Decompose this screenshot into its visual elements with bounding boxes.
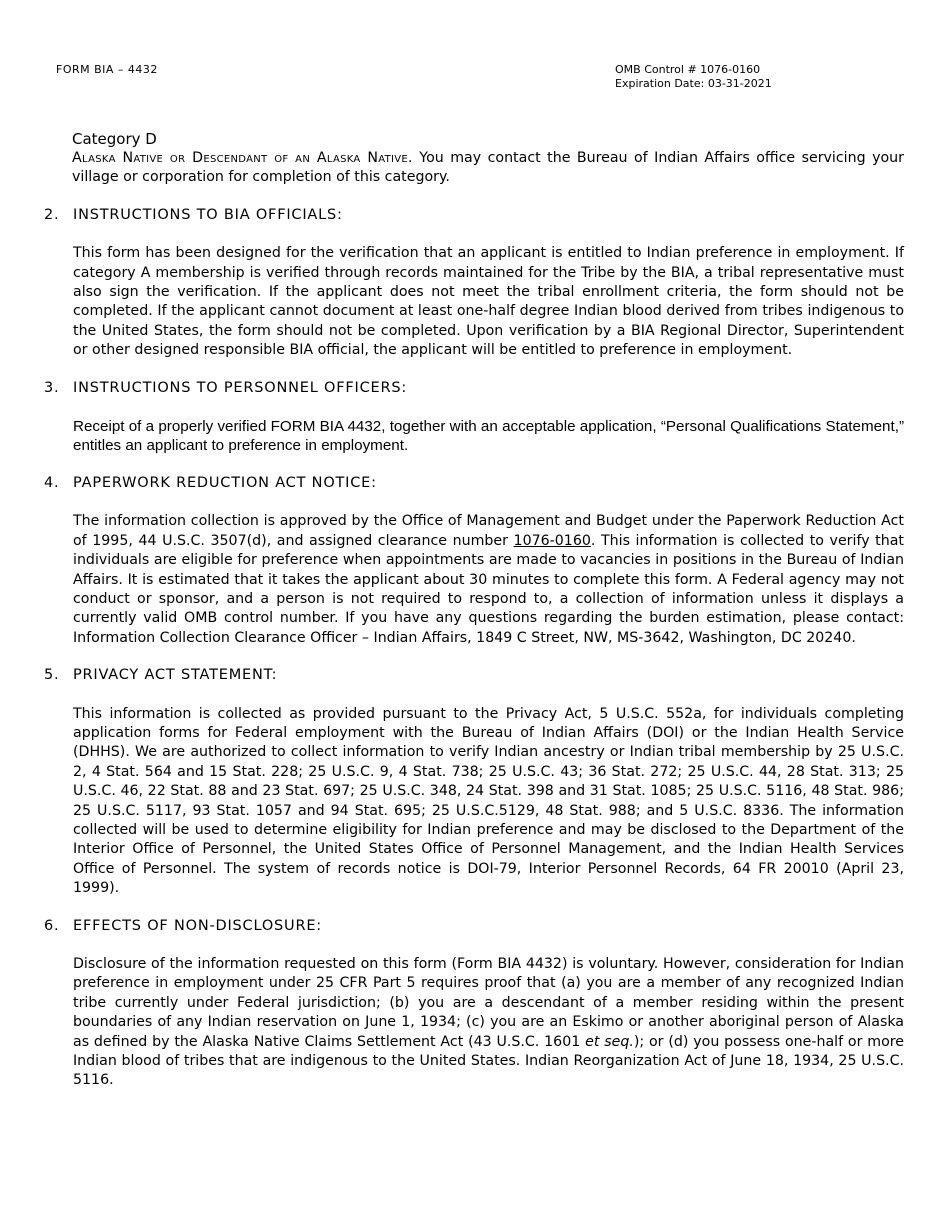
section-paperwork-reduction bbox=[44, 474, 904, 648]
section-text: This information is collected as provided pursuant to the Privacy Act, 5 U.S.C. 552a, for individuals completing application forms for Federal employment with the Bureau of Indian Affairs (DOI) or the Indian Health Service (DHHS). We are authorized to collect information to verify Indian ancestry or Indian tribal membership by 25 U.S.C. 2, 4 Stat. 564 and 15 Stat. 228; 25 U.S.C. 9, 4 Stat. 738; 25 U.S.C. 43; 36 Stat. 272; 25 U.S.C. 44, 28 Stat. 313; 25 U.S.C. 46, 22 Stat. 88 and 23 Stat. 697; 25 U.S.C. 348, 24 Stat. 398 and 31 Stat. 1085; 25 U.S.C. 5116, 48 Stat. 986; 25 U.S.C. 5117, 93 Stat. 1057 and 94 Stat. 695; 25 U.S.C.5129, 48 Stat. 988; and 5 U.S.C. 8336. The information collected will be used to determine eligibility for Indian preference and may be disclosed to the Department of the Interior Office of Personnel, the United States Office of Personnel Management, and the Indian Health Services Office of Personnel. The system of records notice is DOI-79, Interior Personnel Records, 64 FR 20010 (April 23, 1999). bbox=[73, 705, 904, 897]
paperwork-text-start: The information collection is approved by the Office of Management and Budget under the Paperwork Reduction Act of 1995, 44 U.S.C. 3507(d), and assigned clearance number bbox=[73, 513, 904, 549]
clearance-number: 1076-0160 bbox=[513, 532, 591, 549]
section-bia-officials bbox=[44, 206, 904, 361]
category-d-title: Category D bbox=[72, 130, 157, 148]
document-body bbox=[44, 130, 904, 1091]
omb-info bbox=[615, 63, 772, 91]
section-personnel-officers bbox=[44, 379, 904, 456]
section-number: 3. bbox=[44, 379, 60, 396]
expiration-date: Expiration Date: 03-31-2021 bbox=[615, 77, 772, 90]
category-d-text bbox=[72, 149, 904, 188]
category-d-lead: Alaska Native or Descendant of an Alaska Native. bbox=[72, 150, 413, 166]
section-heading bbox=[44, 917, 904, 936]
section-title: EFFECTS OF NON-DISCLOSURE: bbox=[73, 917, 322, 934]
form-id: FORM BIA – 4432 bbox=[56, 63, 158, 76]
non-disclosure-text-start: Disclosure of the information requested on this form (Form BIA 4432) is voluntary. However, consideration for Indian preference in employment under 25 CFR Part 5 requires proof that (a) you are a member of any recognized Indian tribe currently under Federal jurisdiction; (b) you are a descendant of a member residing within the present boundaries of any Indian reservation on June 1, 1934; (c) you are an Eskimo or another aboriginal person of Alaska as defined by the Alaska Native Claims Settlement Act (43 U.S.C. 1601 bbox=[73, 956, 904, 1050]
section-number: 5. bbox=[44, 667, 60, 684]
section-heading bbox=[44, 206, 904, 225]
section-text: Receipt of a properly verified FORM BIA 4432, together with an acceptable application, “Personal Qualifications Statement,” entitles an applicant to preference in employment. bbox=[73, 418, 904, 455]
section-text: This form has been designed for the verification that an applicant is entitled to Indian preference in employment. If category A membership is verified through records maintained for the Tribe by the BIA, a tribal representative must also sign the verification. If the applicant does not meet the tribal enrollment criteria, the form should not be completed. If the applicant cannot document at least one-half degree Indian blood derived from tribes indigenous to the United States, the form should not be completed. Upon verification by a BIA Regional Director, Superintendent or other designed responsible BIA official, the applicant will be entitled to preference in employment. bbox=[73, 245, 904, 359]
category-d-instructions: You may contact the Bureau of Indian Affairs office servicing your village or corporation for completion of this category. bbox=[72, 150, 904, 186]
section-title: INSTRUCTIONS TO PERSONNEL OFFICERS: bbox=[73, 379, 408, 396]
et-seq: et seq. bbox=[585, 1033, 634, 1050]
section-title: PAPERWORK REDUCTION ACT NOTICE: bbox=[73, 474, 377, 491]
paperwork-text-end: . This information is collected to verify that individuals are eligible for preference when appointments are made to vacancies in positions in the Bureau of Indian Affairs. It is estimated that it takes the applicant about 30 minutes to complete this form. A Federal agency may not conduct or sponsor, and a person is not required to respond to, a collection of information unless it displays a currently valid OMB control number. If you have any questions regarding the burden estimation, please contact: Information Collection Clearance Officer – Indian Affairs, 1849 C Street, NW, MS-3642, Washington, DC 20240. bbox=[73, 532, 904, 646]
section-title: PRIVACY ACT STATEMENT: bbox=[73, 667, 278, 684]
section-heading bbox=[44, 379, 904, 398]
section-number: 4. bbox=[44, 474, 60, 491]
section-heading bbox=[44, 666, 904, 685]
category-d bbox=[72, 130, 904, 188]
section-privacy-act bbox=[44, 666, 904, 898]
non-disclosure-text-end: ); or (d) you possess one-half or more Indian blood of tribes that are indigenous to the United States. Indian Reorganization Act of June 18, 1934, 25 U.S.C. 5116. bbox=[73, 1033, 905, 1089]
section-text bbox=[73, 512, 904, 648]
section-text bbox=[73, 955, 904, 1091]
section-heading bbox=[44, 474, 904, 493]
section-title: INSTRUCTIONS TO BIA OFFICIALS: bbox=[73, 206, 343, 223]
section-non-disclosure bbox=[44, 917, 904, 1091]
section-number: 2. bbox=[44, 206, 60, 223]
omb-control-number: OMB Control # 1076-0160 bbox=[615, 63, 761, 76]
section-number: 6. bbox=[44, 917, 60, 934]
